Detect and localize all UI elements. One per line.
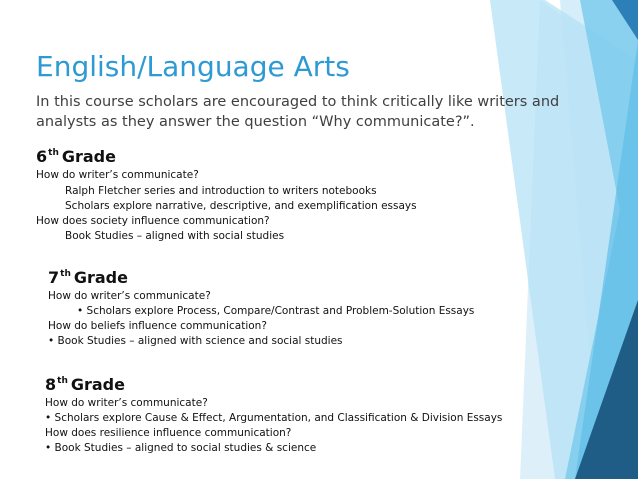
decorative-triangles [488, 0, 638, 479]
grade-6-suffix: th [48, 148, 59, 158]
grade-7-number: 7 [48, 268, 60, 287]
page-title: English/Language Arts [36, 50, 350, 83]
grade-7-word: Grade [73, 268, 128, 287]
grade-8-word: Grade [70, 375, 125, 394]
grade-6-number: 6 [36, 147, 48, 166]
grade-7-question-1: How do writer’s communicate? [48, 290, 211, 302]
grade-8-suffix: th [57, 376, 68, 386]
page-subtitle: In this course scholars are encouraged to think critically like writers and analysts as they answer the question “Why communicate?”. [36, 94, 560, 130]
grade-6-question-2: How does society influence communication? [36, 215, 270, 227]
grade-7-item-2: • Book Studies – aligned with science and social studies [48, 335, 343, 347]
grade-7-item-1: • Scholars explore Process, Compare/Contrast and Problem-Solution Essays [77, 305, 475, 317]
grade-7-suffix: th [60, 269, 71, 279]
grade-6-heading [36, 147, 116, 166]
grade-6-item-1: Ralph Fletcher series and introduction to writers notebooks [65, 185, 377, 197]
grade-6-item-3: Book Studies – aligned with social studies [65, 230, 285, 242]
grade-6-item-2: Scholars explore narrative, descriptive, and exemplification essays [65, 200, 417, 212]
grade-6-question-1: How do writer’s communicate? [36, 169, 199, 181]
grade-7-heading [48, 268, 128, 287]
grade-7-question-2: How do beliefs influence communication? [48, 320, 267, 332]
grade-8-question-2: How does resilience influence communication? [45, 427, 292, 439]
grade-8-item-2: • Book Studies – aligned to social studies & science [45, 442, 317, 454]
grade-8-question-1: How do writer’s communicate? [45, 397, 208, 409]
grade-8-heading [45, 375, 125, 394]
grade-6-word: Grade [61, 147, 116, 166]
grade-8-item-1: • Scholars explore Cause & Effect, Argumentation, and Classification & Division Essays [45, 412, 503, 424]
grade-8-number: 8 [45, 375, 57, 394]
